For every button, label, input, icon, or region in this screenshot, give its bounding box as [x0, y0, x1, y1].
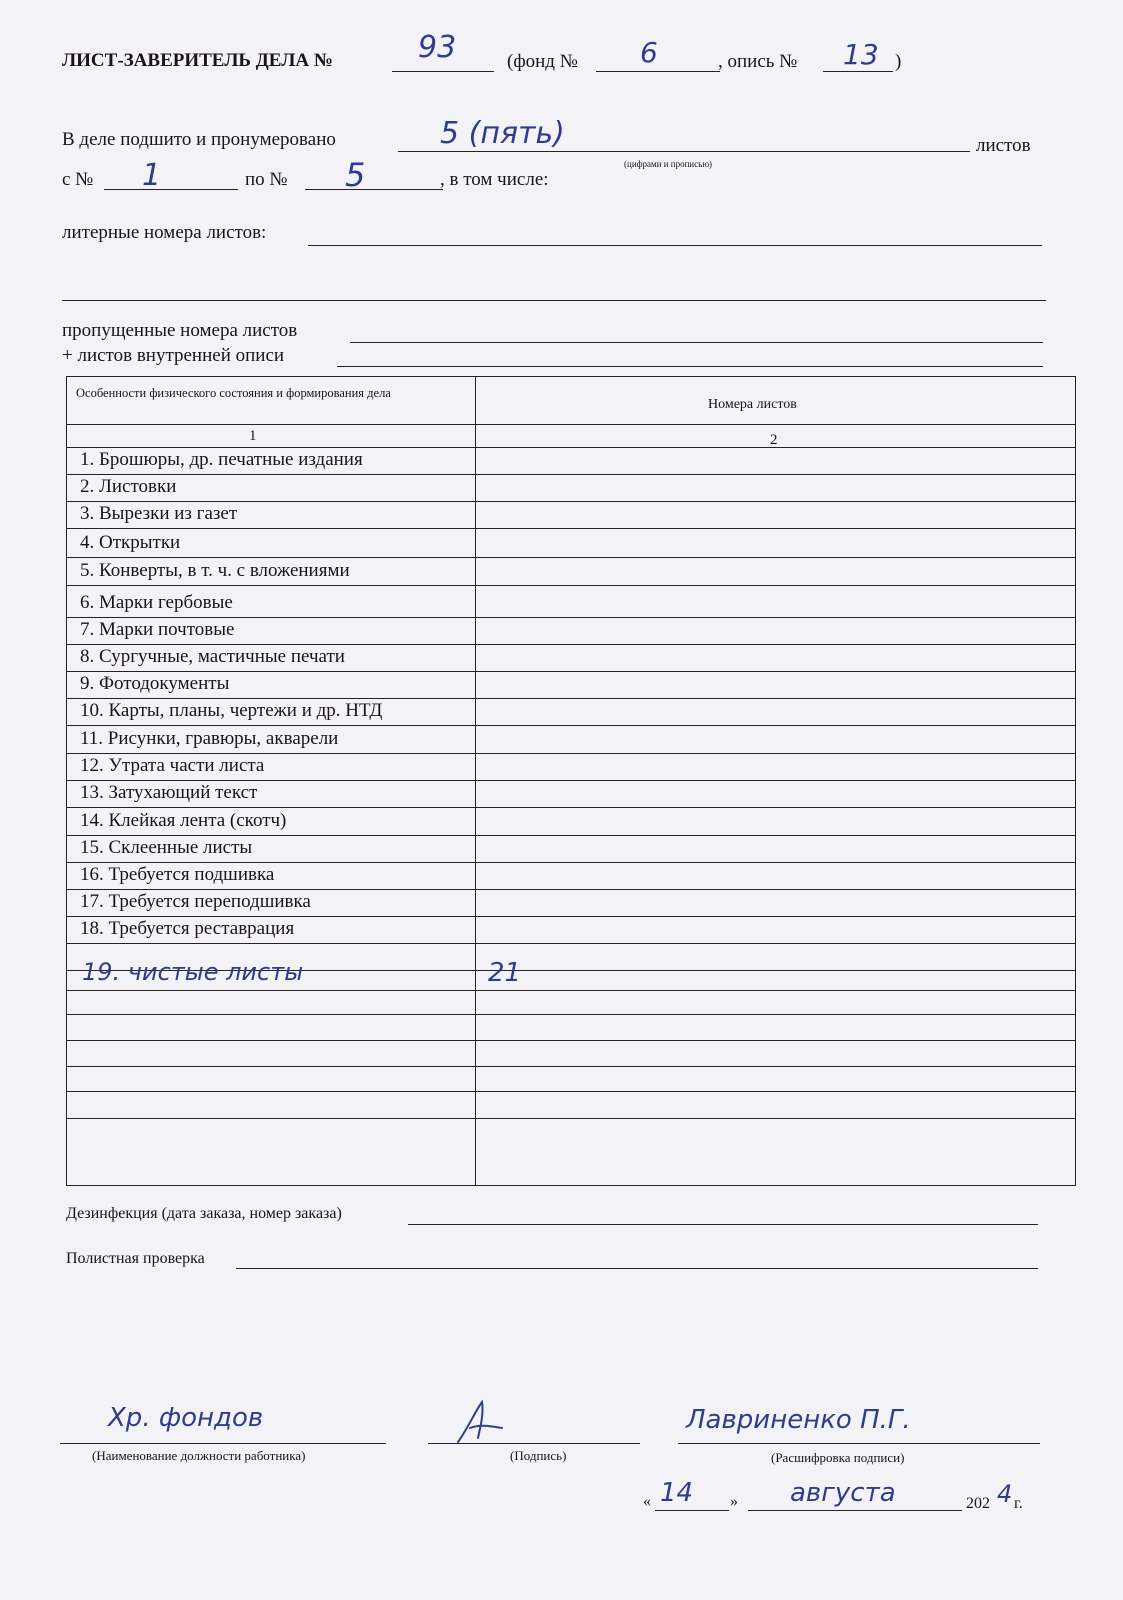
table-row-label: 18. Требуется реставрация [80, 918, 295, 939]
table-row-divider [66, 889, 1076, 890]
table-row-label: 10. Карты, планы, чертежи и др. НТД [80, 700, 383, 721]
filed-hint: (цифрами и прописью) [624, 159, 713, 169]
table-row-label: 2. Листовки [80, 476, 177, 497]
document-title: ЛИСТ-ЗАВЕРИТЕЛЬ ДЕЛА № [62, 50, 333, 71]
table-row-divider [66, 835, 1076, 836]
date-close-quote: » [730, 1493, 738, 1510]
day-line [655, 1510, 729, 1511]
from-value: 1 [142, 158, 162, 193]
signature-caption: (Подпись) [510, 1448, 567, 1463]
letter-numbers-line-2 [62, 300, 1046, 301]
including-label: , в том числе: [440, 169, 549, 190]
table-row-divider [66, 671, 1076, 672]
from-label: с № [62, 169, 94, 190]
empty-row-divider [66, 1118, 1076, 1119]
letter-numbers-line [308, 245, 1042, 246]
month-line [748, 1510, 962, 1511]
table-header-divider [66, 424, 1076, 425]
filed-label: В деле подшито и пронумеровано [62, 129, 336, 150]
sheets-word: листов [976, 135, 1031, 156]
table-row-divider [66, 862, 1076, 863]
to-value-line [305, 189, 443, 190]
disinfection-line [408, 1224, 1038, 1225]
table-row-label: 5. Конверты, в т. ч. с вложениями [80, 560, 350, 581]
table-row-label: 9. Фотодокументы [80, 673, 230, 694]
date-month: августа [790, 1478, 896, 1508]
table-row-label: 7. Марки почтовые [80, 619, 235, 640]
signature-line [428, 1443, 640, 1444]
date-year-suffix: 4 [997, 1480, 1013, 1508]
table-row-divider [66, 617, 1076, 618]
handwritten-row-label: 19. чистые листы [82, 958, 304, 986]
missing-numbers-label: пропущенные номера листов [62, 320, 298, 341]
empty-row-divider [66, 1040, 1076, 1041]
position-caption: (Наименование должности работника) [92, 1448, 306, 1463]
table-row-divider [66, 725, 1076, 726]
date-day: 14 [660, 1478, 694, 1508]
position-line [60, 1443, 386, 1444]
table-row-divider [66, 943, 1076, 944]
table-row-label: 4. Открытки [80, 532, 181, 553]
date-year-prefix: 202 [966, 1495, 990, 1512]
table-row-label: 1. Брошюры, др. печатные издания [80, 449, 363, 470]
opis-number-line [823, 71, 893, 72]
table-row-divider [66, 753, 1076, 754]
missing-numbers-line [350, 342, 1043, 343]
table-row-divider [66, 528, 1076, 529]
handwritten-row-value: 21 [488, 958, 522, 988]
empty-row-divider [66, 1014, 1076, 1015]
signature-mark [450, 1398, 510, 1448]
table-col2-header: Номера листов [708, 397, 797, 412]
filed-value: 5 (пять) [440, 116, 565, 151]
table-row-label: 14. Клейкая лента (скотч) [80, 810, 287, 831]
table-row-label: 6. Марки гербовые [80, 592, 233, 613]
table-row-label: 17. Требуется переподшивка [80, 891, 311, 912]
fond-label: (фонд № [507, 51, 578, 72]
filed-value-line [398, 151, 970, 152]
table-row-divider [66, 501, 1076, 502]
date-year-end: г. [1014, 1495, 1023, 1512]
table-row-label: 11. Рисунки, гравюры, акварели [80, 728, 339, 749]
table-row-label: 12. Утрата части листа [80, 755, 265, 776]
check-line [236, 1268, 1038, 1269]
fond-number-line [596, 71, 720, 72]
table-row-divider [66, 916, 1076, 917]
table-row-label: 8. Сургучные, мастичные печати [80, 646, 345, 667]
fond-number-value: 6 [640, 36, 658, 69]
table-row-label: 3. Вырезки из газет [80, 503, 238, 524]
opis-label: , опись № [718, 51, 798, 72]
table-row-divider [66, 474, 1076, 475]
position-value: Хр. фондов [108, 1403, 264, 1433]
table-column-divider [475, 376, 476, 1186]
case-number-value: 93 [418, 30, 457, 65]
date-open-quote: « [643, 1493, 651, 1510]
table-row-divider [66, 644, 1076, 645]
table-col1-header: Особенности физического состояния и формирования дела [76, 386, 391, 400]
from-value-line [104, 189, 238, 190]
opis-number-value: 13 [843, 38, 879, 71]
decode-line [678, 1443, 1040, 1444]
table-row-divider [66, 557, 1076, 558]
table-row-label: 13. Затухающий текст [80, 782, 258, 803]
table-col1-index: 1 [249, 428, 257, 444]
table-col2-index: 2 [770, 432, 778, 448]
empty-row-divider [66, 1091, 1076, 1092]
table-row-label: 16. Требуется подшивка [80, 864, 275, 885]
to-value: 5 [345, 156, 366, 194]
disinfection-label: Дезинфекция (дата заказа, номер заказа) [66, 1205, 342, 1222]
table-row-divider [66, 780, 1076, 781]
inner-inventory-line [337, 366, 1043, 367]
letter-numbers-label: литерные номера листов: [62, 222, 267, 243]
opis-close-paren: ) [895, 51, 902, 72]
empty-row-divider [66, 990, 1076, 991]
to-label: по № [245, 169, 288, 190]
decode-caption: (Расшифровка подписи) [771, 1450, 905, 1465]
inner-inventory-label: + листов внутренней описи [62, 345, 285, 366]
case-number-line [392, 71, 494, 72]
empty-row-divider [66, 1066, 1076, 1067]
table-row-divider [66, 585, 1076, 586]
table-row-label: 15. Склеенные листы [80, 837, 253, 858]
table-row-divider [66, 807, 1076, 808]
decode-value: Лавриненко П.Г. [686, 1405, 911, 1435]
table-row-divider [66, 698, 1076, 699]
table-index-divider [66, 447, 1076, 448]
condition-table [66, 376, 1076, 1186]
check-label: Полистная проверка [66, 1250, 205, 1267]
